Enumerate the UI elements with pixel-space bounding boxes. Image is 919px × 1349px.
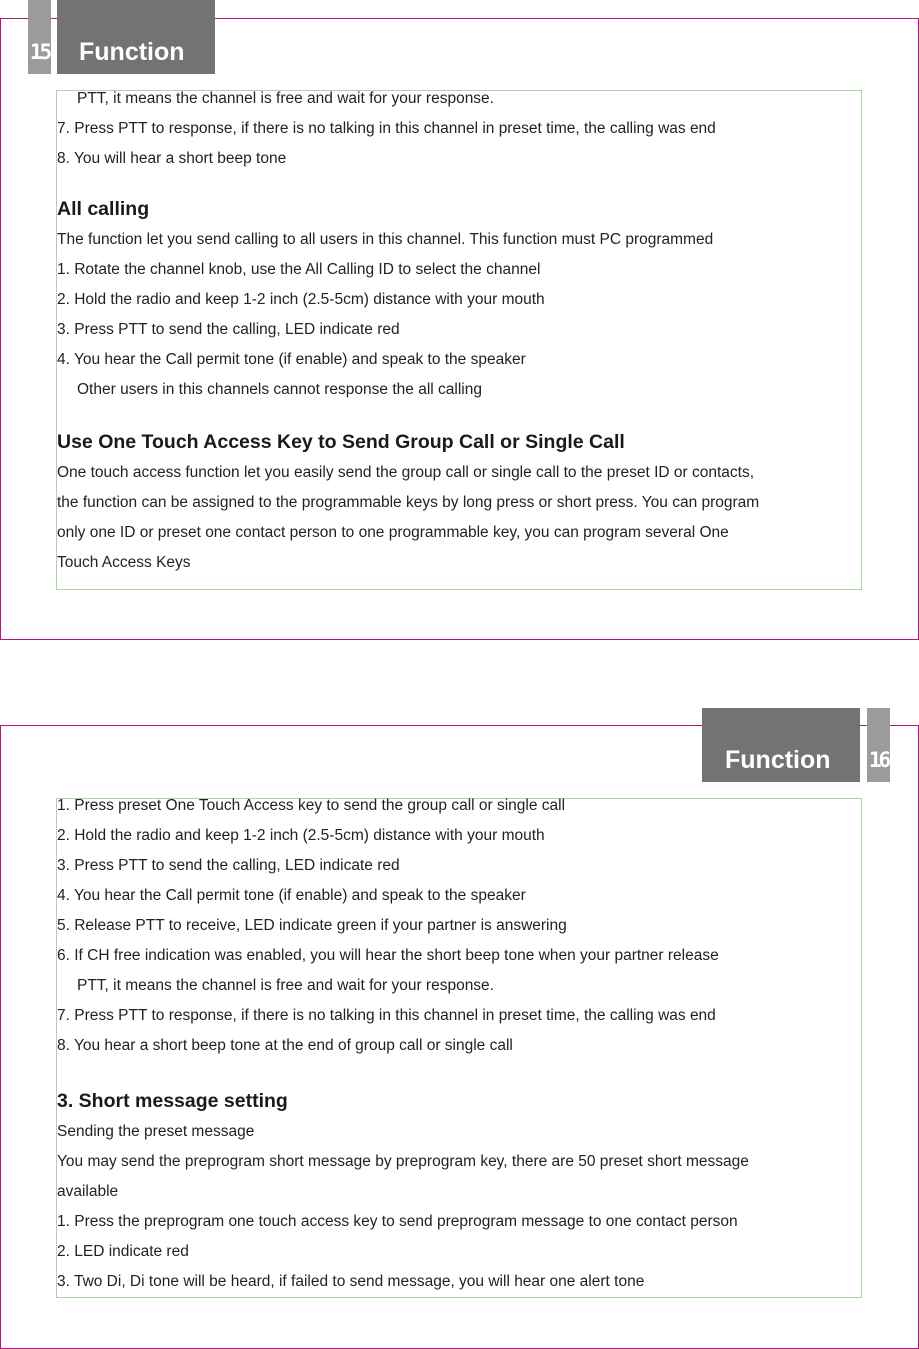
all-calling-heading: All calling <box>57 198 150 220</box>
step-line-6-cont: PTT, it means the channel is free and wait for your response. <box>77 977 494 994</box>
short-message-line-1: Sending the preset message <box>57 1123 255 1140</box>
all-calling-line-2: 1. Rotate the channel knob, use the All Calling ID to select the channel <box>57 261 541 278</box>
section-title-tab-16: Function <box>702 708 860 782</box>
page-number-15: 15 <box>28 0 51 74</box>
step-line-2: 2. Hold the radio and keep 1-2 inch (2.5-5cm) distance with your mouth <box>57 827 545 844</box>
page-number-16: 16 <box>867 708 890 782</box>
step-line-3: 3. Press PTT to send the calling, LED indicate red <box>57 857 400 874</box>
continued-line-1: PTT, it means the channel is free and wait for your response. <box>77 90 494 107</box>
all-calling-line-6: Other users in this channels cannot response the all calling <box>77 381 482 398</box>
continued-line-3: 8. You will hear a short beep tone <box>57 150 287 167</box>
step-line-4: 4. You hear the Call permit tone (if enable) and speak to the speaker <box>57 887 526 904</box>
one-touch-line-4: Touch Access Keys <box>57 554 191 571</box>
short-message-line-4: 1. Press the preprogram one touch access key to send preprogram message to one contact person <box>57 1213 738 1230</box>
one-touch-line-1: One touch access function let you easily send the group call or single call to the preset ID or contacts, <box>57 464 755 481</box>
all-calling-line-3: 2. Hold the radio and keep 1-2 inch (2.5-5cm) distance with your mouth <box>57 291 545 308</box>
short-message-line-2: You may send the preprogram short message by preprogram key, there are 50 preset short message <box>57 1153 749 1170</box>
step-line-5: 5. Release PTT to receive, LED indicate green if your partner is answering <box>57 917 567 934</box>
continued-line-2: 7. Press PTT to response, if there is no talking in this channel in preset time, the calling was end <box>57 120 716 137</box>
short-message-line-6: 3. Two Di, Di tone will be heard, if failed to send message, you will hear one alert tone <box>57 1273 645 1290</box>
all-calling-line-4: 3. Press PTT to send the calling, LED indicate red <box>57 321 400 338</box>
step-line-8: 8. You hear a short beep tone at the end of group call or single call <box>57 1037 513 1054</box>
short-message-line-5: 2. LED indicate red <box>57 1243 189 1260</box>
short-message-line-3: available <box>57 1183 119 1200</box>
step-line-6: 6. If CH free indication was enabled, you will hear the short beep tone when your partner release <box>57 947 719 964</box>
step-line-7: 7. Press PTT to response, if there is no talking in this channel in preset time, the calling was end <box>57 1007 716 1024</box>
one-touch-heading: Use One Touch Access Key to Send Group Call or Single Call <box>57 431 625 453</box>
one-touch-line-3: only one ID or preset one contact person to one programmable key, you can program several One <box>57 524 729 541</box>
one-touch-line-2: the function can be assigned to the programmable keys by long press or short press. You can program <box>57 494 760 511</box>
section-title-tab-15: Function <box>57 0 215 74</box>
all-calling-line-1: The function let you send calling to all users in this channel. This function must PC programmed <box>57 231 714 248</box>
all-calling-line-5: 4. You hear the Call permit tone (if enable) and speak to the speaker <box>57 351 526 368</box>
step-line-1: 1. Press preset One Touch Access key to send the group call or single call <box>57 797 566 814</box>
short-message-heading: 3. Short message setting <box>57 1090 288 1112</box>
